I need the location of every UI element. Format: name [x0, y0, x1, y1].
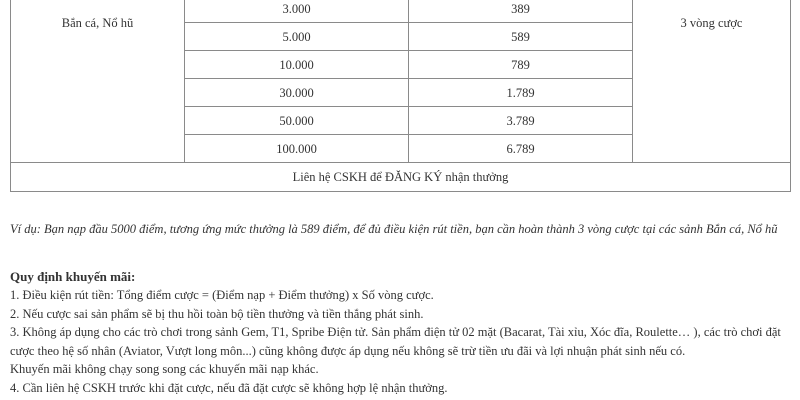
rules-title: Quy định khuyến mãi:: [10, 269, 136, 284]
rule-item: 1. Điều kiện rút tiền: Tổng điểm cược = (Điểm nạp + Điểm thưởng) x Số vòng cược.: [10, 288, 434, 302]
bonus-cell: 589: [409, 23, 633, 51]
rule-item: 4. Cần liên hệ CSKH trước khi đặt cược, nếu đã đặt cược sẽ không hợp lệ nhận thưởng.: [10, 380, 448, 395]
rule-item: 3. Không áp dụng cho các trò chơi trong sảnh Gem, T1, Spribe Điện tử. Sản phẩm điện tử 02 mặt (Bacarat, Tài xỉu, Xóc đĩa, Roulette… ), các trò chơi đặt cược theo hệ số nhân (Aviator, Vượt long môn...) cũng không được áp dụng nếu không sẽ trừ tiền ưu đãi và lợi nhuận phát sinh nếu có.: [10, 325, 781, 358]
table-row: [11, 0, 791, 23]
deposit-cell: 50.000: [185, 107, 409, 135]
wager-rounds-cell: [633, 0, 791, 163]
bonus-cell: 789: [409, 51, 633, 79]
promo-table: [10, 0, 791, 192]
deposit-cell: 10.000: [185, 51, 409, 79]
bonus-cell: 6.789: [409, 135, 633, 163]
deposit-cell: 30.000: [185, 79, 409, 107]
rules-list: [10, 286, 790, 397]
bonus-cell: 389: [409, 0, 633, 23]
wager-rounds-label: 3 vòng cược: [680, 16, 743, 30]
game-category-label: Bắn cá, Nổ hũ: [61, 16, 134, 30]
contact-row: [11, 163, 791, 192]
deposit-cell: 100.000: [185, 135, 409, 163]
rule-item: Khuyến mãi không chạy song song các khuyến mãi nạp khác.: [10, 362, 319, 376]
deposit-cell: 3.000: [185, 0, 409, 23]
rule-item: 2. Nếu cược sai sản phẩm sẽ bị thu hồi toàn bộ tiền thưởng và tiền thắng phát sinh.: [10, 306, 424, 321]
bonus-cell: 3.789: [409, 107, 633, 135]
contact-register-cell: Liên hệ CSKH để ĐĂNG KÝ nhận thưởng: [11, 163, 791, 192]
example-note: Ví dụ: Bạn nạp đầu 5000 điểm, tương ứng mức thưởng là 589 điểm, để đủ điều kiện rút tiền, bạn cần hoàn thành 3 vòng cược tại các sảnh Bắn cá, Nổ hũ: [10, 222, 778, 236]
game-category-cell: [11, 0, 185, 163]
deposit-cell: 5.000: [185, 23, 409, 51]
bonus-cell: 1.789: [409, 79, 633, 107]
